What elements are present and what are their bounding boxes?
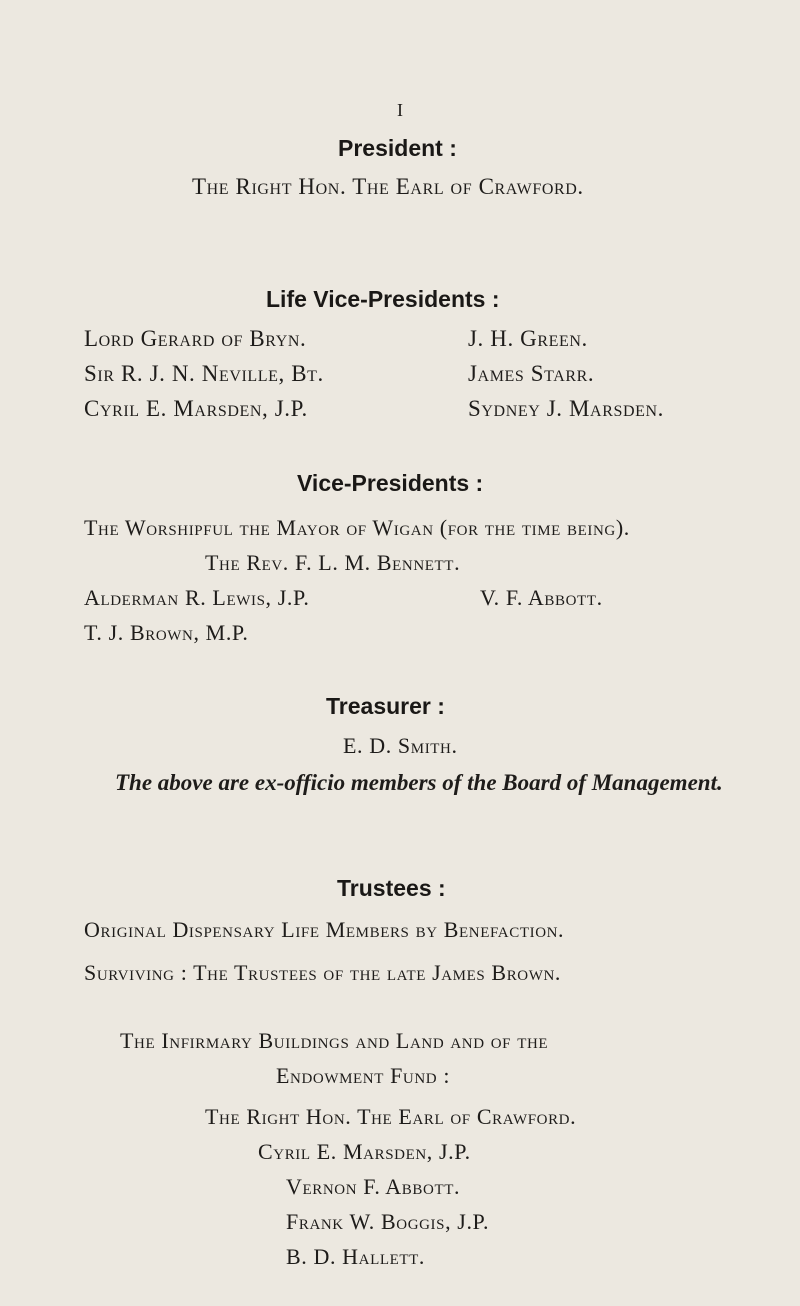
- life-vp-right-1: J. H. Green.: [468, 326, 588, 351]
- life-vice-presidents-heading: Life Vice-Presidents :: [266, 286, 500, 312]
- vp-line-3-right: V. F. Abbott.: [480, 585, 603, 610]
- trustee-name-4: Frank W. Boggis, J.P.: [286, 1209, 490, 1234]
- trustee-name-5: B. D. Hallett.: [286, 1244, 425, 1269]
- infirmary-line-2: Endowment Fund :: [276, 1063, 451, 1088]
- trustee-name-2: Cyril E. Marsden, J.P.: [258, 1139, 471, 1164]
- trustees-line-1: Original Dispensary Life Members by Benefaction.: [84, 917, 565, 942]
- trustees-line-2: Surviving : The Trustees of the late James Brown.: [84, 960, 562, 985]
- vp-line-1: The Worshipful the Mayor of Wigan (for the time being).: [84, 515, 630, 540]
- ex-officio-note: The above are ex-officio members of the Board of Management.: [115, 770, 723, 795]
- life-vp-right-2: James Starr.: [468, 361, 595, 386]
- trustee-name-3: Vernon F. Abbott.: [286, 1174, 461, 1199]
- infirmary-line-1: The Infirmary Buildings and Land and of the: [120, 1028, 549, 1053]
- vp-line-3-left: Alderman R. Lewis, J.P.: [84, 585, 310, 610]
- trustees-heading: Trustees :: [337, 875, 446, 901]
- treasurer-heading: Treasurer :: [326, 693, 445, 719]
- trustee-name-1: The Right Hon. The Earl of Crawford.: [205, 1104, 577, 1129]
- life-vp-right-3: Sydney J. Marsden.: [468, 396, 664, 421]
- life-vp-left-3: Cyril E. Marsden, J.P.: [84, 396, 308, 421]
- life-vp-left-2: Sir R. J. N. Neville, Bt.: [84, 361, 324, 386]
- president-name: The Right Hon. The Earl of Crawford.: [192, 174, 584, 199]
- life-vp-left-1: Lord Gerard of Bryn.: [84, 326, 307, 351]
- page-number: I: [397, 100, 403, 120]
- vice-presidents-heading: Vice-Presidents :: [297, 470, 484, 496]
- treasurer-name: E. D. Smith.: [343, 733, 458, 758]
- vp-line-2: The Rev. F. L. M. Bennett.: [205, 550, 461, 575]
- vp-line-4: T. J. Brown, M.P.: [84, 620, 249, 645]
- president-heading: President :: [338, 135, 457, 161]
